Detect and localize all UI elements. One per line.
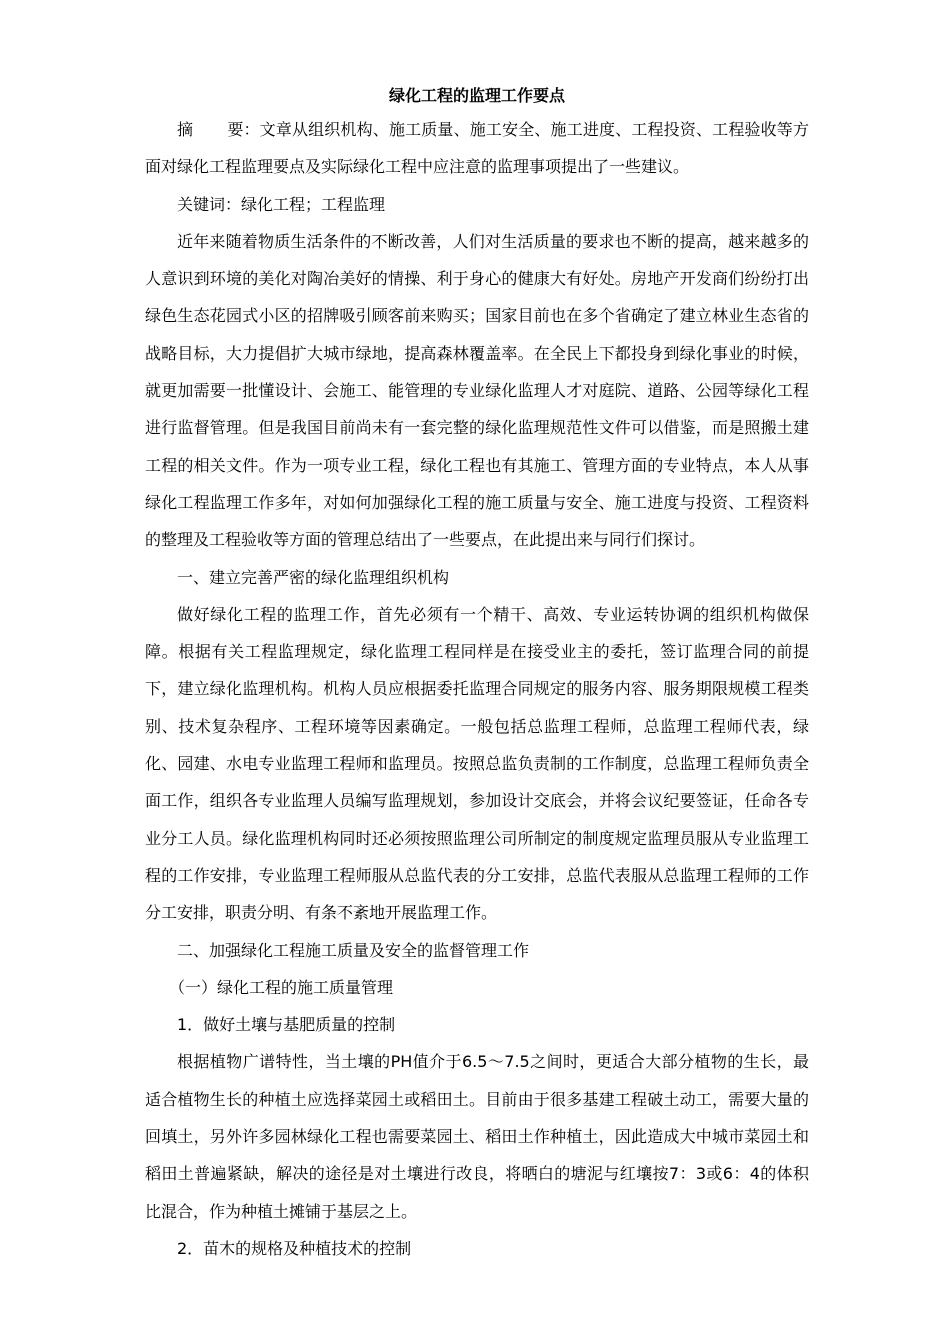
intro-paragraph: 近年来随着物质生活条件的不断改善，人们对生活质量的要求也不断的提高，越来越多的人意识到环境的美化对陶冶美好的情操、利于身心的健康大有好处。房地产开发商们纷纷打出绿色生态花园式小区的招牌吸引顾客前来购买；国家目前也在多个省确定了建立林业生态省的战略目标，大力提倡扩大城市绿地，提高森林覆盖率。在全民上下都投身到绿化事业的时候，就更加需要一批懂设计、会施工、能管理的专业绿化监理人才对庭院、道路、公园等绿化工程进行监督管理。但是我国目前尚未有一套完整的绿化监理规范性文件可以借鉴，而是照搬土建工程的相关文件。作为一项专业工程，绿化工程也有其施工、管理方面的专业特点，本人从事绿化工程监理工作多年，对如何加强绿化工程的施工质量与安全、施工进度与投资、工程资料的整理及工程验收等方面的管理总结出了一些要点，在此提出来与同行们探讨。 — [145, 231, 809, 550]
section2-heading: 二、加强绿化工程施工质量及安全的监督管理工作 — [177, 940, 530, 960]
item1-heading: 1．做好土壤与基肥质量的控制 — [177, 1015, 396, 1035]
section1-body: 做好绿化工程的监理工作，首先必须有一个精干、高效、专业运转协调的组织机构做保障。根据有关工程监理规定，绿化监理工程同样是在接受业主的委托，签订监理合同的前提下，建立绿化监理机构。机构人员应根据委托监理合同规定的服务内容、服务期限规模工程类别、技术复杂程序、工程环境等因素确定。一般包括总监理工程师，总监理工程师代表，绿化、园建、水电专业监理工程师和监理员。按照总监负责制的工作制度，总监理工程师负责全面工作，组织各专业监理人员编写监理规划，参加设计交底会，并将会议纪要签证，任命各专业分工人员。绿化监理机构同时还必须按照监理公司所制定的制度规定监理员服从专业监理工程的工作安排，专业监理工程师服从总监代表的分工安排，总监代表服从总监理工程师的工作分工安排，职责分明、有条不紊地开展监理工作。 — [145, 604, 809, 923]
item2-heading: 2．苗木的规格及种植技术的控制 — [177, 1238, 412, 1258]
section1-heading: 一、建立完善严密的绿化监理组织机构 — [177, 567, 450, 587]
abstract-paragraph — [145, 111, 809, 186]
document-title: 绿化工程的监理工作要点 — [388, 86, 565, 105]
abstract-label — [177, 120, 260, 139]
item1-body: 根据植物广谱特性，当土壤的PH值介于6.5～7.5之间时，更适合大部分植物的生长，最适合植物生长的种植土应选择菜园土或稻田土。目前由于很多基建工程破土动工，需要大量的回填土，另外许多园林绿化工程也需要菜园土、稻田土作种植土，因此造成大中城市菜园土和稻田土普遍紧缺，解决的途径是对土壤进行改良，将晒白的塘泥与红壤按7：3或6：4的体积比混合，作为种植土摊铺于基层之上。 — [145, 1052, 809, 1221]
abstract-label-first: 摘 — [177, 120, 194, 139]
abstract-label-second: 要： — [227, 120, 260, 139]
abstract-text: 文章从组织机构、施工质量、施工安全、施工进度、工程投资、工程验收等方面对绿化工程监理要点及实际绿化工程中应注意的监理事项提出了一些建议。 — [145, 120, 809, 177]
keywords-paragraph: 关键词：绿化工程；工程监理 — [177, 194, 386, 214]
subsection1-heading: （一）绿化工程的施工质量管理 — [169, 977, 394, 997]
document-page — [145, 84, 809, 1267]
